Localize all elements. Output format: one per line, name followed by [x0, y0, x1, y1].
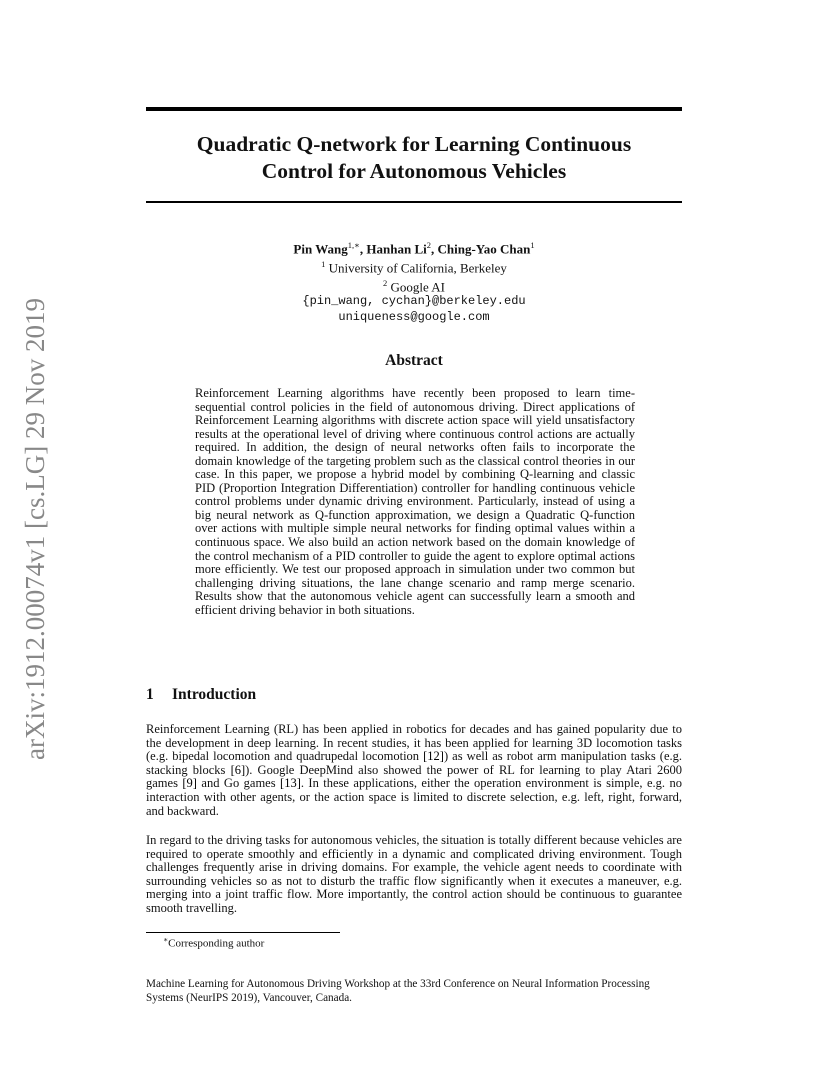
title-top-rule [146, 107, 682, 111]
citation-link[interactable]: [6] [230, 762, 246, 777]
venue-note: Machine Learning for Autonomous Driving Workshop at the 33rd Conference on Neural Information Processing Systems (NeurIPS 2019), Vancouver, Canada. [146, 978, 650, 1004]
author-names [146, 238, 682, 257]
abstract-text: Reinforcement Learning algorithms have recently been proposed to learn time-sequential control policies in the field of autonomous driving. Direct applications of Reinforcement Learning algorithms with discrete action space will yield unsatisfactory results at the operational level of driving where continuous control actions are actually required. In addition, the design of neural networks often fails to incorporate the domain knowledge of the targeting problem such as the classical control theories in our case. In this paper, we propose a hybrid model by combining Q-learning and classic PID (Proportion Integration Differentiation) controller for handling continuous vehicle control problems under dynamic driving environment. Particularly, instead of using a big neural network as Q-function approximation, we design a Quadratic Q-function over actions with multiple simple neural networks for finding optimal values within a continuous space. We also build an action network based on the domain knowledge of the control mechanism of a PID controller to guide the agent to explore optimal actions more efficiently. We test our proposed approach in simulation under two common but challenging driving situations, the lane change scenario and ramp merge scenario. Results show that the autonomous vehicle agent can successfully learn a smooth and efficient driving behavior in both situations. [195, 386, 635, 617]
citation-link[interactable]: [12] [423, 749, 444, 764]
email-2: uniqueness@google.com [338, 309, 490, 324]
title-line-2: Control for Autonomous Vehicles [261, 159, 567, 183]
footnote-rule [146, 932, 340, 933]
para1-text-3: ). Google DeepMind also showed the power of RL for learning to play Atari 2600 games [146, 762, 683, 791]
para1-text-4: and Go games [196, 776, 281, 791]
author-block [146, 238, 682, 325]
section-title: Introduction [172, 686, 257, 703]
intro-paragraph-2: In regard to the driving tasks for autonomous vehicles, the situation is totally different because vehicles are required to operate smoothly and efficiently in a dynamic and complicated driving environment. Tough challenges frequently arise in driving domains. For example, the vehicle agent needs to coordinate with surrounding vehicles so as not to disturb the traffic flow significantly when it executes a maneuver, e.g. merging into a joint traffic flow. More importantly, the control action should be continuous to guarantee smooth travelling. [146, 833, 682, 915]
author-2-mark: 2 [426, 240, 431, 250]
affiliation-2-text: Google AI [390, 278, 446, 294]
author-3: Ching-Yao Chan [437, 241, 531, 257]
abstract-heading: Abstract [385, 352, 443, 369]
footnote-mark: ∗ [163, 935, 169, 944]
para1-text-2: ) as well as robot arm manipulation tasks (e.g. stacking blocks [146, 749, 682, 777]
title-bottom-rule [146, 201, 682, 203]
footnote-text: Corresponding author [168, 937, 265, 950]
email-1: {pin_wang, cychan}@berkeley.edu [302, 294, 526, 309]
affiliation-2-mark: 2 [382, 277, 388, 288]
author-1: Pin Wang [293, 241, 348, 257]
author-2: Hanhan Li [366, 241, 427, 257]
citation-link[interactable]: [9] [182, 776, 197, 791]
citation-link[interactable]: [13] [280, 776, 301, 791]
arxiv-identifier: arXiv:1912.00074v1 [cs.LG] 29 Nov 2019 [20, 298, 50, 760]
para1-text-1: Reinforcement Learning (RL) has been applied in robotics for decades and has gained popularity due to the development in deep learning. In recent studies, it has been applied for learning 3D locomotion tasks (e.g. bipedal locomotion and quadrupedal locomotion [146, 722, 682, 764]
section-heading-introduction [146, 686, 256, 704]
paper-title [146, 131, 682, 185]
footnote [163, 935, 264, 950]
author-separator: , [359, 241, 367, 257]
affiliation-2 [146, 276, 682, 295]
affiliation-1 [146, 257, 682, 276]
author-1-marks: 1,∗ [347, 240, 360, 250]
affiliation-1-mark: 1 [321, 258, 326, 269]
intro-paragraph-1 [146, 723, 682, 818]
section-number: 1 [146, 686, 154, 703]
author-3-mark: 1 [530, 240, 535, 250]
para1-text-5: . In these applications, either the operation environment is simple, e.g. no interaction with other agents, or the action space is limited to discrete selection, e.g. left, right, forward, and backward. [146, 776, 682, 818]
title-line-1: Quadratic Q-network for Learning Continuous [196, 132, 632, 156]
author-separator: , [430, 241, 438, 257]
affiliation-1-text: University of California, Berkeley [328, 260, 507, 276]
